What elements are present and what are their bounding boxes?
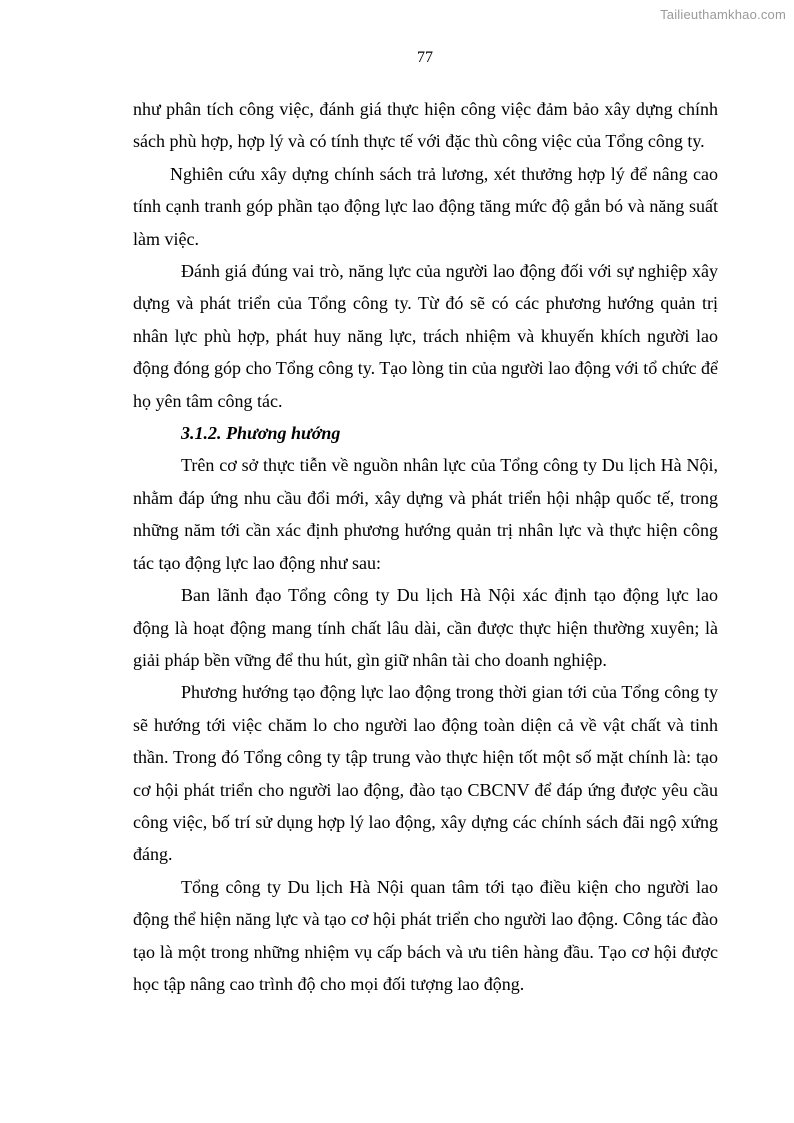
paragraph: Trên cơ sở thực tiễn về nguồn nhân lực của Tổng công ty Du lịch Hà Nội, nhằm đáp ứng nhu cầu đổi mới, xây dựng và phát triển hội nhập quốc tế, trong những năm tới cần xác định phương hướng quản trị nhân lực và thực hiện công tác tạo động lực lao động như sau:	[133, 455, 718, 573]
paragraph: Tổng công ty Du lịch Hà Nội quan tâm tới tạo điều kiện cho người lao động thể hiện năng lực và tạo cơ hội phát triển cho người lao động. Công tác đào tạo là một trong những nhiệm vụ cấp bách và ưu tiên hàng đầu. Tạo cơ hội được học tập nâng cao trình độ cho mọi đối tượng lao động.	[133, 876, 718, 994]
section-heading: 3.1.2. Phương hướng	[181, 423, 341, 444]
page-number: 77	[417, 49, 433, 66]
paragraph: Ban lãnh đạo Tổng công ty Du lịch Hà Nội xác định tạo động lực lao động là hoạt động mang tính chất lâu dài, cần được thực hiện thường xuyên; là giải pháp bền vững để thu hút, gìn giữ nhân tài cho doanh nghiệp.	[133, 585, 718, 670]
paragraph: Nghiên cứu xây dựng chính sách trả lương, xét thưởng hợp lý để nâng cao tính cạnh tranh góp phần tạo động lực lao động tăng mức độ gắn bó và năng suất làm việc.	[133, 163, 718, 249]
paragraph: Đánh giá đúng vai trò, năng lực của người lao động đối với sự nghiệp xây dựng và phát triển của Tổng công ty. Từ đó sẽ có các phương hướng quản trị nhân lực phù hợp, phát huy năng lực, trách nhiệm và khuyến khích người lao động đóng góp cho Tổng công ty. Tạo lòng tin của người lao động với tổ chức để họ yên tâm công tác.	[133, 261, 718, 411]
paragraph: Phương hướng tạo động lực lao động trong thời gian tới của Tổng công ty sẽ hướng tới việc chăm lo cho người lao động toàn diện cả về vật chất và tinh thần. Trong đó Tổng công ty tập trung vào thực hiện tốt một số mặt chính là: tạo cơ hội phát triển cho người lao động, đào tạo CBCNV để đáp ứng được yêu cầu công việc, bố trí sử dụng hợp lý lao động, xây dựng các chính sách đãi ngộ xứng đáng.	[133, 682, 718, 865]
document-body	[133, 93, 718, 1000]
paragraph: như phân tích công việc, đánh giá thực hiện công việc đảm bảo xây dựng chính sách phù hợp, hợp lý và có tính thực tế với đặc thù công việc của Tổng công ty.	[133, 99, 718, 152]
watermark: Tailieuthamkhao.com	[660, 7, 786, 22]
